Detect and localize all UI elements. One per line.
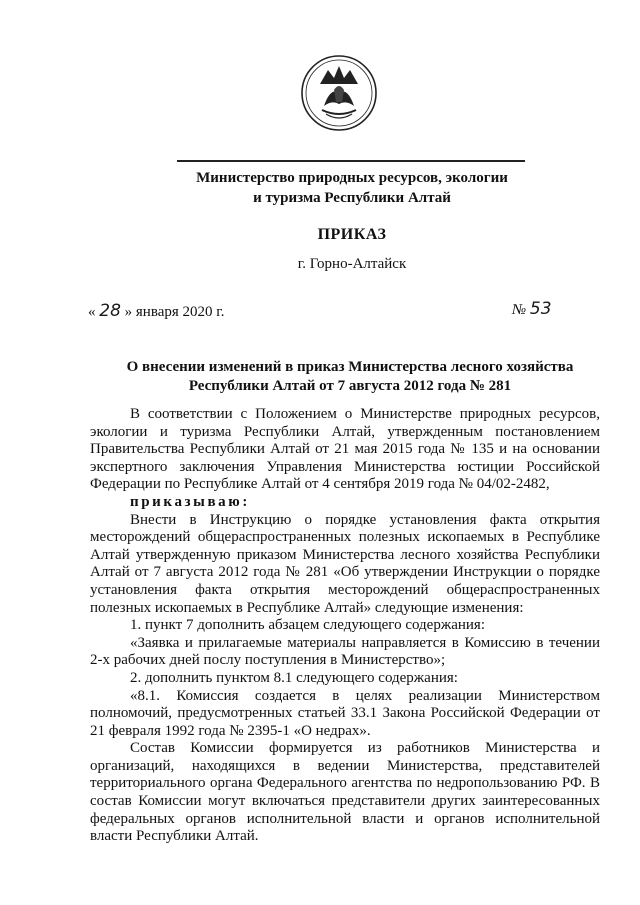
- republic-altai-emblem-icon: [300, 54, 378, 132]
- body-paragraph-5: «8.1. Комиссия создается в целях реализации Министерством полномочий, предусмотренных статьей 33.1 Закона Российской Федерации от 21 февраля 1992 года № 2395-1 «О недрах».: [90, 687, 600, 739]
- body-paragraph-4: 2. дополнить пунктом 8.1 следующего содержания:: [130, 669, 458, 686]
- body-paragraph-1: Внести в Инструкцию о порядке установления факта открытия месторождений общераспространенных полезных ископаемых в Республике Алтай утвержденную приказом Министерства лесного хозяйства Республики Алтай от 7 августа 2012 года № 281 «Об утверждении Инструкции о порядке установления факта открытия месторождений общераспространенных полезных ископаемых в Республике Алтай» следующие изменения:: [90, 511, 600, 616]
- ministry-name: [150, 168, 554, 208]
- date-day-handwritten: 28: [99, 301, 121, 321]
- order-word: приказываю:: [130, 493, 250, 510]
- preamble-paragraph: В соответствии с Положением о Министерстве природных ресурсов, экологии и туризма Республики Алтай, утвержденным постановлением Правительства Республики Алтай от 21 мая 2015 года № 135 и на основании экспертного заключения Управления Министерства юстиции Российской Федерации по Республике Алтай от 4 сентября 2019 года № 04/02-2482,: [90, 406, 600, 493]
- order-date: [88, 301, 224, 321]
- order-title: [90, 358, 610, 396]
- order-body: [90, 406, 600, 846]
- order-title-line2: Республики Алтай от 7 августа 2012 года № 281: [188, 378, 512, 394]
- city: г. Горно-Алтайск: [297, 256, 407, 272]
- order-title-line1: О внесении изменений в приказ Министерства лесного хозяйства: [126, 359, 574, 375]
- ministry-name-line2: и туризма Республики Алтай: [253, 190, 451, 206]
- number-label: №: [512, 302, 527, 318]
- date-rest: » января 2020 г.: [124, 304, 225, 320]
- body-paragraph-6: Состав Комиссии формируется из работников Министерства и организаций, находящихся в ведении Министерства, представителей территориального органа Федерального агентства по недропользованию РФ. В состав Комиссии могут включаться представители других заинтересованных федеральных органов исполнительной власти и органов исполнительной власти Республики Алтай.: [90, 740, 600, 845]
- body-paragraph-2: 1. пункт 7 дополнить абзацем следующего содержания:: [130, 617, 485, 634]
- order-number: [512, 299, 552, 319]
- doc-type: ПРИКАЗ: [317, 226, 387, 243]
- number-value-handwritten: 53: [529, 299, 552, 319]
- ministry-name-line1: Министерство природных ресурсов, экологии: [196, 170, 508, 186]
- date-open-quote: «: [88, 304, 96, 320]
- body-paragraph-3: «Заявка и прилагаемые материалы направляется в Комиссию в течении 2-х рабочих дней послу поступления в Министерство»;: [90, 634, 600, 669]
- header-rule: [177, 160, 525, 162]
